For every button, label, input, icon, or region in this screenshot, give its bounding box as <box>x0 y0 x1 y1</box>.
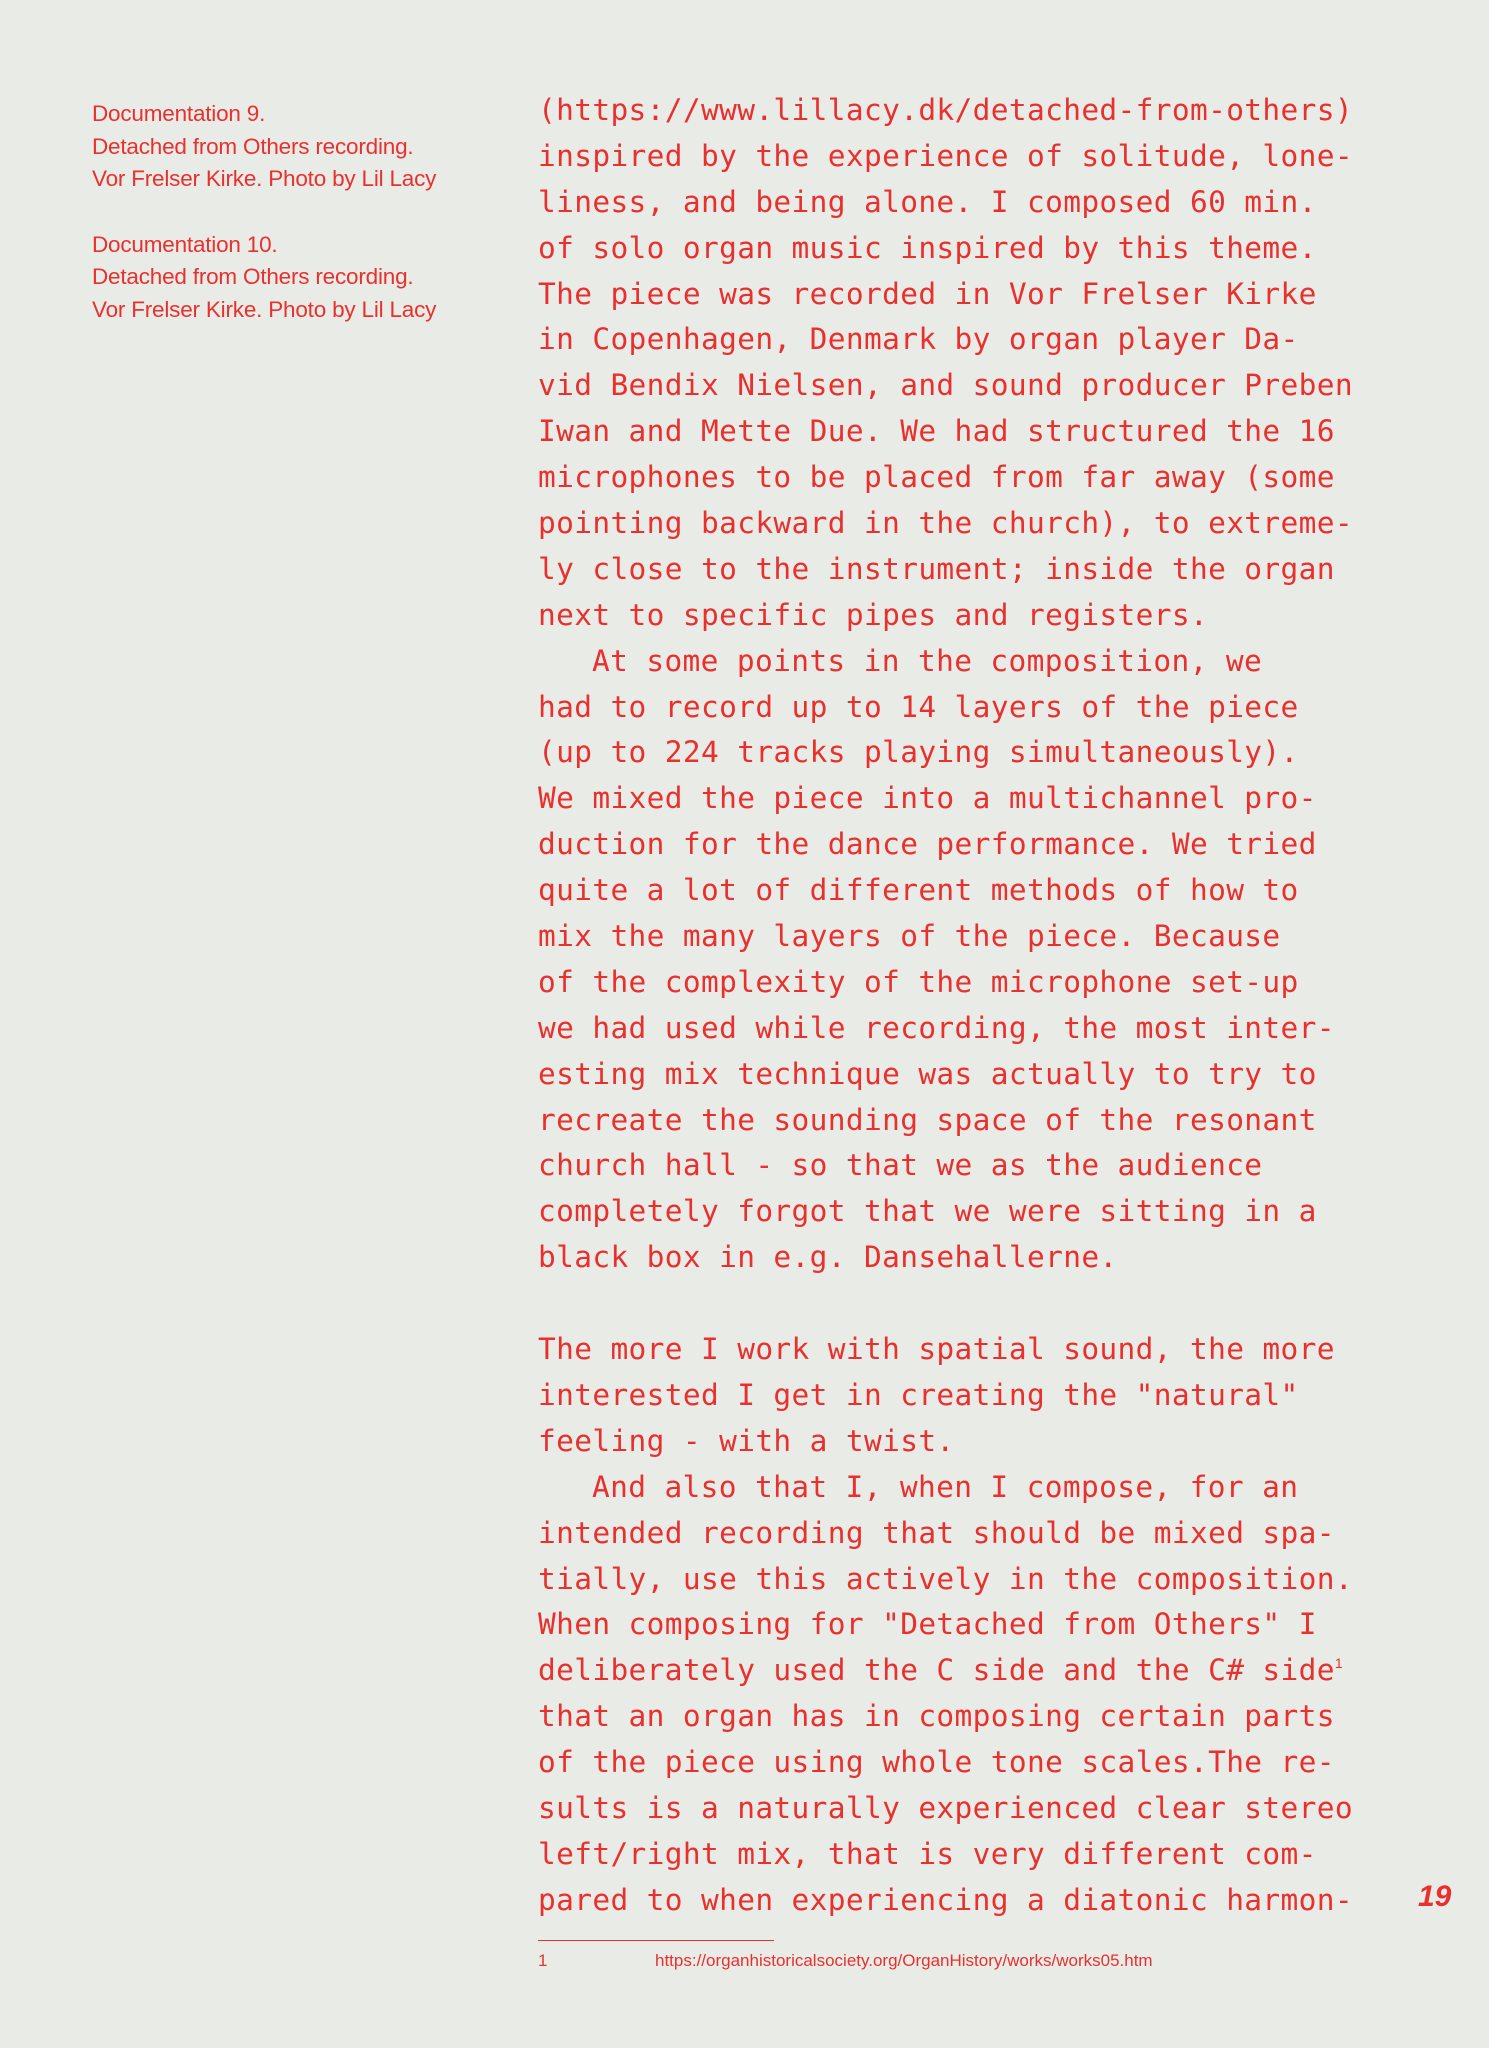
text-line: Iwan and Mette Due. We had structured the 16 <box>538 414 1335 449</box>
footnote <box>538 1950 1153 1972</box>
caption-documentation-10 <box>92 229 512 327</box>
text-line: that an organ has in composing certain parts <box>538 1699 1335 1734</box>
text-line: We mixed the piece into a multichannel pro- <box>538 781 1317 816</box>
text-line: had to record up to 14 layers of the piece <box>538 689 1299 724</box>
text-line: When composing for "Detached from Others" I <box>538 1607 1317 1642</box>
text-line: black box in e.g. Dansehallerne. <box>538 1240 1118 1275</box>
caption-line: Documentation 9. <box>92 101 266 126</box>
text-line: of solo organ music inspired by this theme. <box>538 230 1317 265</box>
footnote-divider <box>538 1940 774 1941</box>
text-line: intended recording that should be mixed spa- <box>538 1515 1335 1550</box>
photo-captions <box>92 98 512 359</box>
text-line: (up to 224 tracks playing simultaneously). <box>538 735 1299 770</box>
caption-line: Vor Frelser Kirke. Photo by Lil Lacy <box>92 166 437 191</box>
paragraph-gap <box>538 1281 1398 1327</box>
text-line: quite a lot of different methods of how to <box>538 873 1299 908</box>
text-line: pointing backward in the church), to extreme- <box>538 506 1353 541</box>
text-line: At some points in the composition, we <box>592 643 1263 678</box>
text-line: duction for the dance performance. We tried <box>538 827 1317 862</box>
text-line: esting mix technique was actually to try to <box>538 1056 1317 1091</box>
text-line: vid Bendix Nielsen, and sound producer Preben <box>538 368 1353 403</box>
text-line: (https://www.lillacy.dk/detached-from-others) <box>538 93 1353 127</box>
text-line: ly close to the instrument; inside the organ <box>538 551 1335 586</box>
paragraph-1 <box>538 88 1398 639</box>
caption-line: Documentation 10. <box>92 231 278 257</box>
paragraph-3 <box>538 1327 1398 1465</box>
text-line: microphones to be placed from far away (some <box>538 460 1335 495</box>
page-number: 19 <box>1418 1880 1452 1913</box>
text-line: tially, use this actively in the composition. <box>538 1561 1353 1596</box>
footnote-reference: 1 <box>1334 1655 1343 1672</box>
text-line: feeling - with a twist. <box>538 1423 955 1458</box>
text-line: completely forgot that we were sitting in a <box>538 1194 1317 1229</box>
paragraph-4 <box>538 1465 1398 1924</box>
text-line: The more I work with spatial sound, the more <box>538 1332 1335 1367</box>
text-line: of the complexity of the microphone set-up <box>538 964 1299 999</box>
text-line-with-footnote <box>538 1648 1398 1694</box>
body-text <box>538 88 1398 1924</box>
text-line: interested I get in creating the "natural" <box>538 1377 1299 1412</box>
paragraph-2 <box>538 639 1398 1281</box>
caption-line: Detached from Others recording. <box>92 264 414 289</box>
text-line: left/right mix, that is very different com- <box>538 1836 1317 1871</box>
text-line: sults is a naturally experienced clear stereo <box>538 1790 1353 1825</box>
text-line: in Copenhagen, Denmark by organ player Da- <box>538 322 1299 357</box>
text-line: And also that I, when I compose, for an <box>592 1469 1299 1504</box>
caption-line: Detached from Others recording. <box>92 133 414 159</box>
text-line: we had used while recording, the most inter- <box>538 1010 1335 1045</box>
text-line: church hall - so that we as the audience <box>538 1148 1263 1183</box>
caption-line: Vor Frelser Kirke. Photo by Lil Lacy <box>92 296 437 322</box>
text-line: liness, and being alone. I composed 60 min. <box>538 184 1317 219</box>
text-line: of the piece using whole tone scales.The re- <box>538 1745 1335 1780</box>
text-line: The piece was recorded in Vor Frelser Kirke <box>538 276 1317 311</box>
text-line: next to specific pipes and registers. <box>538 597 1209 632</box>
text-line: pared to when experiencing a diatonic harmon- <box>538 1882 1353 1917</box>
text-line-content: deliberately used the C side and the C# side <box>538 1653 1335 1688</box>
text-line: inspired by the experience of solitude, lone- <box>538 138 1353 173</box>
caption-documentation-9 <box>92 98 512 196</box>
text-line: mix the many layers of the piece. Because <box>538 919 1281 954</box>
text-line: recreate the sounding space of the resonant <box>538 1102 1317 1137</box>
footnote-number: 1 <box>538 1951 548 1970</box>
footnote-url[interactable]: https://organhistoricalsociety.org/OrganHistory/works/works05.htm <box>655 1951 1153 1970</box>
